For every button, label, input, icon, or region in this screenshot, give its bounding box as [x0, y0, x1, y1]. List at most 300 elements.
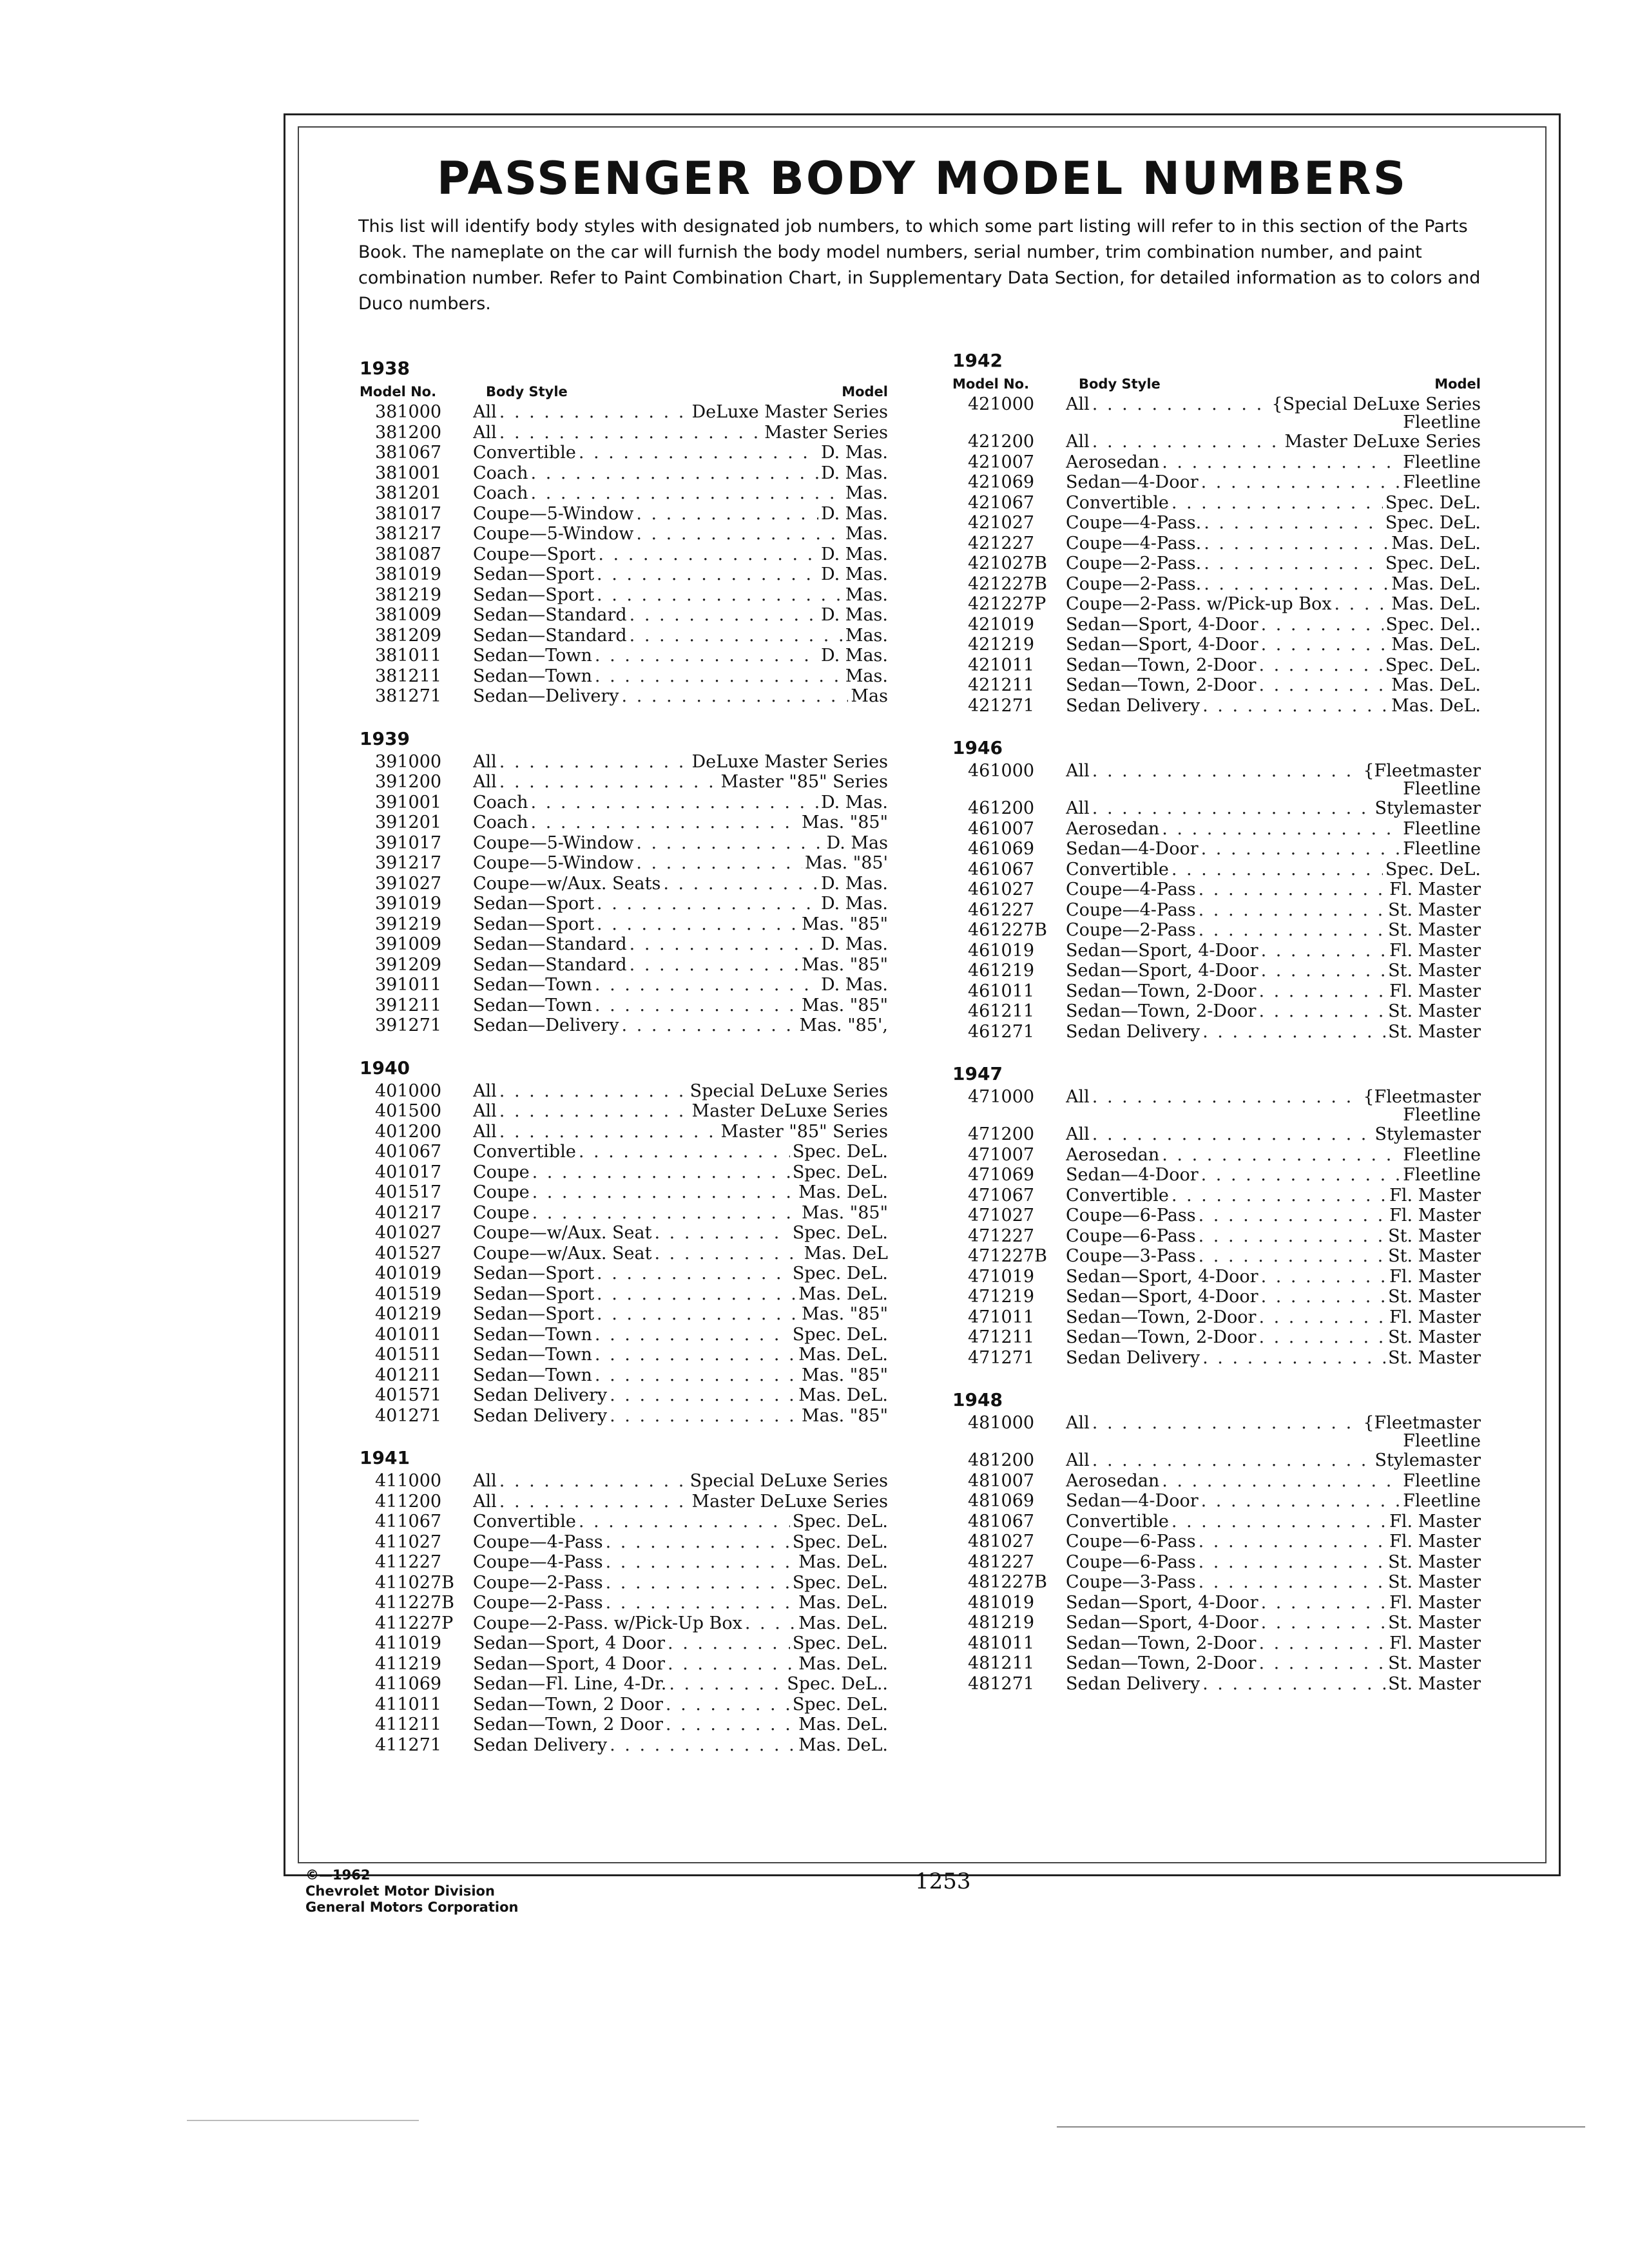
table-row: [952, 675, 1481, 696]
body-style-cell: [1066, 1267, 1481, 1287]
model-number: 391219: [375, 914, 442, 934]
model-series: Master "85" Series: [720, 1121, 888, 1142]
model-series: St. Master: [1388, 1347, 1481, 1368]
model-number: 411027: [375, 1532, 442, 1552]
model-series: D. Mas.: [820, 894, 888, 914]
body-style-cell: [1066, 1552, 1481, 1573]
model-number: 411219: [375, 1653, 442, 1674]
body-style: Sedan—Town, 2-Door: [1066, 1327, 1257, 1347]
year-heading: 1940: [360, 1057, 410, 1079]
model-series: Stylemaster: [1374, 798, 1481, 818]
dot-leader: [531, 483, 843, 504]
model-number: 381009: [375, 605, 442, 625]
table-row: [360, 1532, 888, 1553]
model-series: {Fleetmaster Fleetline: [1363, 761, 1481, 798]
dot-leader: [1204, 553, 1383, 574]
model-series: St. Master: [1388, 1613, 1481, 1633]
model-number: 481200: [968, 1450, 1035, 1470]
body-style-cell: [473, 1715, 888, 1735]
body-style: Coupe—5-Window: [473, 853, 634, 873]
model-number: 461011: [968, 981, 1035, 1001]
body-style: Convertible: [1066, 1511, 1169, 1532]
model-series: Mas. "85": [802, 1405, 888, 1426]
body-style-cell: [473, 1471, 888, 1492]
body-style-cell: [473, 1613, 888, 1634]
table-row: [360, 1182, 888, 1203]
model-number: 391217: [375, 853, 442, 873]
dot-leader: [1261, 1593, 1387, 1613]
body-style: Coupe—6-Pass: [1066, 1206, 1196, 1225]
body-style: Sedan Delivery: [1066, 1673, 1200, 1694]
dot-leader: [1261, 1613, 1386, 1633]
dot-leader: [1162, 1145, 1400, 1166]
dot-leader: [579, 443, 818, 463]
table-row: [360, 1365, 888, 1386]
table-row: [952, 574, 1481, 595]
model-series: St. Master: [1388, 1327, 1481, 1347]
dot-leader: [1335, 594, 1389, 615]
model-series: Stylemaster: [1374, 1450, 1481, 1470]
year-heading: 1941: [360, 1447, 410, 1468]
model-header: Model: [842, 384, 888, 399]
body-style-cell: [1066, 860, 1481, 880]
table-row: [952, 1186, 1481, 1206]
dot-leader: [595, 995, 799, 1016]
body-style: Sedan—Delivery: [473, 1015, 619, 1035]
body-style-cell: [1066, 1226, 1481, 1247]
model-series: Spec. DeL.: [1385, 513, 1481, 533]
model-number: 481011: [968, 1633, 1035, 1653]
model-series: Mas. DeL.: [798, 1653, 888, 1674]
model-series: Fl. Master: [1389, 1307, 1481, 1327]
model-series: Mas.: [845, 483, 888, 503]
body-style: Convertible: [473, 1142, 576, 1162]
table-row: [360, 1325, 888, 1345]
body-style: Aerosedan: [1066, 452, 1160, 472]
model-number: 421200: [968, 432, 1035, 452]
dot-leader: [1261, 635, 1389, 655]
body-style: Sedan—Sport: [473, 584, 595, 605]
model-number: 481027: [968, 1532, 1035, 1552]
table-row: [360, 626, 888, 646]
dot-leader: [595, 1365, 799, 1386]
model-number: 391001: [375, 792, 442, 812]
model-series: Spec. DeL.: [1385, 492, 1481, 513]
model-series: Master DeLuxe Series: [691, 1491, 888, 1512]
table-row: [360, 1613, 888, 1634]
body-style-cell: [473, 423, 888, 443]
body-style-cell: [1066, 839, 1481, 860]
table-row: [952, 394, 1481, 432]
page-number: 1253: [915, 1869, 971, 1894]
body-style-cell: [1066, 696, 1481, 716]
table-row: [952, 553, 1481, 574]
model-number: 421067: [968, 492, 1035, 513]
dot-leader: [610, 1385, 796, 1406]
model-number: 381211: [375, 666, 442, 686]
body-style: Sedan—Standard: [473, 954, 627, 975]
table-row: [952, 1633, 1481, 1654]
body-style: Coupe—4-Pass: [1066, 899, 1196, 920]
model-number: 381219: [375, 584, 442, 605]
model-number: 411019: [375, 1633, 442, 1653]
model-series: Mas. DeL.: [1391, 573, 1481, 594]
body-style: Sedan Delivery: [473, 1385, 608, 1405]
table-row: [952, 615, 1481, 635]
table-row: [360, 874, 888, 894]
table-row: [952, 761, 1481, 798]
model-number: 471019: [968, 1266, 1035, 1287]
model-series: Mas. "85": [802, 954, 888, 975]
scan-artifact-line: [187, 2120, 419, 2121]
model-series: D. Mas.: [820, 873, 888, 894]
dot-leader: [636, 524, 842, 544]
model-number: 421007: [968, 452, 1035, 472]
model-series: Mas: [851, 686, 888, 706]
body-style: Coach: [473, 792, 528, 812]
dot-leader: [1204, 533, 1389, 554]
model-series: Fleetline: [1403, 839, 1481, 859]
model-number: 421019: [968, 614, 1035, 635]
model-series: St. Master: [1388, 920, 1481, 940]
model-series: St. Master: [1388, 1225, 1481, 1246]
model-number: 411000: [375, 1471, 442, 1491]
table-row: [360, 934, 888, 955]
dot-leader: [606, 1573, 790, 1593]
body-style-cell: [473, 1406, 888, 1427]
model-series: Spec. DeL.: [792, 1264, 888, 1283]
model-number: 461200: [968, 798, 1035, 818]
dot-leader: [595, 1345, 796, 1365]
table-row: [360, 524, 888, 544]
year-heading: 1938: [360, 358, 410, 379]
body-style: Sedan—4-Door: [1066, 1491, 1199, 1511]
body-style-cell: [473, 894, 888, 914]
model-number: 381001: [375, 463, 442, 483]
dot-leader: [1199, 900, 1386, 921]
table-row: [360, 1385, 888, 1406]
table-row: [360, 1101, 888, 1122]
dot-leader: [532, 1182, 796, 1203]
body-style-cell: [473, 793, 888, 813]
table-row: [952, 1593, 1481, 1613]
table-row: [360, 544, 888, 565]
model-series: Mas.: [845, 524, 888, 544]
model-number: 421069: [968, 472, 1035, 492]
body-style: All: [1066, 798, 1090, 818]
table-row: [952, 1491, 1481, 1512]
body-style: Sedan—Sport, 4-Door: [1066, 961, 1258, 981]
dot-leader: [630, 934, 818, 955]
body-style-cell: [1066, 1165, 1481, 1186]
model-number: 381201: [375, 483, 442, 503]
model-series: St. Master: [1388, 1653, 1481, 1673]
model-series: Mas. DeL.: [1391, 635, 1481, 655]
table-row: [360, 1715, 888, 1735]
model-number: 481069: [968, 1491, 1035, 1511]
dot-leader: [1202, 1348, 1385, 1369]
model-series: Fl. Master: [1389, 940, 1481, 961]
body-style-cell: [1066, 1572, 1481, 1593]
table-row: [360, 1695, 888, 1715]
dot-leader: [1092, 394, 1269, 415]
body-style-cell: [473, 646, 888, 666]
body-style: Coupe—3-Pass: [1066, 1246, 1196, 1266]
dot-leader: [1092, 1413, 1361, 1434]
model-number: 421227: [968, 533, 1035, 553]
body-style: Sedan—Town: [473, 975, 592, 995]
body-style-cell: [1066, 594, 1481, 615]
model-no-header: Model No.: [360, 384, 437, 399]
body-style: Sedan—Sport, 4-Door: [1066, 1266, 1258, 1287]
dot-leader: [1199, 1532, 1387, 1552]
body-style: Sedan—4-Door: [1066, 1165, 1199, 1185]
dot-leader: [1092, 798, 1373, 819]
body-style: All: [1066, 1413, 1090, 1433]
model-series: Mas. "85": [802, 1365, 888, 1385]
table-row: [360, 894, 888, 914]
body-style-cell: [1066, 798, 1481, 819]
body-style-cell: [473, 1633, 888, 1654]
body-style: Coupe—4-Pass: [473, 1532, 603, 1552]
dot-leader: [636, 504, 818, 524]
dot-leader: [1258, 1307, 1387, 1328]
model-series: DeLuxe Master Series: [691, 751, 888, 772]
dot-leader: [1092, 761, 1361, 782]
model-series: Mas. DeL.: [798, 1283, 888, 1304]
year-heading: 1942: [952, 350, 1003, 371]
body-style: Aerosedan: [1066, 818, 1160, 839]
model-series: Spec. DeL.: [792, 1532, 888, 1552]
body-style-cell: [1066, 553, 1481, 574]
body-style: Sedan—Sport, 4 Door: [473, 1633, 666, 1653]
year-section: [360, 1445, 888, 1755]
model-series: D. Mas.: [820, 503, 888, 524]
body-style: All: [1066, 394, 1090, 414]
body-style: Coupe—2-Pass: [473, 1572, 603, 1593]
dot-leader: [499, 1081, 688, 1102]
table-row: [360, 975, 888, 995]
model-series: Mas. DeL.: [1391, 675, 1481, 695]
body-style-cell: [473, 995, 888, 1016]
year-heading: 1946: [952, 737, 1003, 758]
body-style: Sedan—Town: [473, 1345, 592, 1365]
body-style: Sedan—Fl. Line, 4-Dr.: [473, 1674, 667, 1694]
table-row: [952, 1267, 1481, 1287]
model-series: Spec. DeL.: [792, 1324, 888, 1345]
dot-leader: [1162, 452, 1400, 473]
model-series: D. Mas.: [820, 975, 888, 995]
body-style-cell: [473, 1081, 888, 1102]
model-number: 411011: [375, 1694, 442, 1715]
body-style: Sedan—Sport: [473, 894, 595, 914]
page-title: PASSENGER BODY MODEL NUMBERS: [436, 152, 1408, 205]
model-number: 381209: [375, 625, 442, 646]
body-style-cell: [1066, 615, 1481, 635]
model-series: Master Series: [764, 422, 888, 443]
scan-artifact-line: [1057, 2126, 1585, 2128]
table-row: [952, 1145, 1481, 1166]
body-style-cell: [1066, 1124, 1481, 1145]
body-style-cell: [1066, 574, 1481, 595]
body-style: Convertible: [1066, 492, 1169, 513]
table-row: [952, 1165, 1481, 1186]
model-header: Model: [1434, 376, 1481, 392]
table-row: [952, 1532, 1481, 1552]
body-style: Sedan—Sport, 4-Door: [1066, 635, 1258, 655]
body-style: Coupe—4-Pass: [473, 1552, 603, 1572]
body-style-cell: [473, 666, 888, 687]
table-row: [952, 920, 1481, 941]
dot-leader: [1092, 1450, 1373, 1471]
body-style-cell: [1066, 1307, 1481, 1328]
model-number: 391201: [375, 812, 442, 832]
dot-leader: [597, 1264, 790, 1284]
model-series: Fl. Master: [1389, 1266, 1481, 1287]
body-style: Sedan Delivery: [1066, 1021, 1200, 1042]
table-row: [952, 1674, 1481, 1695]
body-style: Sedan—Sport, 4-Door: [1066, 614, 1258, 635]
table-row: [952, 1124, 1481, 1145]
table-row: [952, 981, 1481, 1002]
body-style: Coupe: [473, 1202, 530, 1223]
division-name: Chevrolet Motor Division: [305, 1883, 495, 1899]
body-style-cell: [473, 874, 888, 894]
model-series: Mas. DeL.: [798, 1385, 888, 1405]
body-style-cell: [1066, 1633, 1481, 1654]
body-style: Coupe—2-Pass.: [1066, 573, 1202, 594]
dot-leader: [1199, 1246, 1386, 1267]
model-number: 481019: [968, 1592, 1035, 1613]
body-style: Coupe—4-Pass.: [1066, 513, 1202, 533]
dot-leader: [666, 1715, 796, 1735]
body-style: Sedan—Sport, 4-Door: [1066, 1613, 1258, 1633]
body-style: Convertible: [1066, 859, 1169, 879]
body-style: All: [473, 772, 497, 792]
table-row: [952, 1226, 1481, 1247]
dot-leader: [1258, 655, 1382, 676]
body-style-cell: [473, 544, 888, 565]
body-style: Coupe—4-Pass.: [1066, 533, 1202, 553]
table-row: [952, 900, 1481, 921]
body-style-cell: [473, 1122, 888, 1142]
body-style-cell: [1066, 655, 1481, 676]
table-row: [360, 1203, 888, 1224]
table-row: [360, 752, 888, 773]
model-series: Spec. DeL.: [792, 1512, 888, 1532]
body-style: Sedan—Town: [473, 1324, 592, 1345]
table-row: [360, 483, 888, 504]
model-series: St. Master: [1388, 1021, 1481, 1042]
model-number: 421227B: [968, 573, 1047, 594]
body-style-cell: [1066, 675, 1481, 696]
body-style-cell: [473, 524, 888, 544]
model-number: 471067: [968, 1185, 1035, 1206]
model-number: 381019: [375, 564, 442, 584]
model-series: D. Mas.: [820, 934, 888, 954]
dot-leader: [499, 1101, 689, 1122]
model-series: Stylemaster: [1374, 1124, 1481, 1144]
body-style-cell: [1066, 761, 1481, 798]
dot-leader: [1261, 941, 1387, 961]
model-series: Mas. "85',: [799, 1015, 888, 1035]
table-row: [360, 1162, 888, 1183]
body-style: Coupe—w/Aux. Seats: [473, 873, 661, 894]
model-number: 481000: [968, 1413, 1035, 1433]
model-series: Fl. Master: [1389, 879, 1481, 899]
table-row: [952, 432, 1481, 452]
dot-leader: [595, 975, 818, 995]
body-style: Aerosedan: [1066, 1470, 1160, 1491]
dot-leader: [1201, 1491, 1401, 1512]
dot-leader: [597, 894, 818, 914]
body-style: Sedan—Sport: [473, 914, 595, 934]
model-number: 381217: [375, 524, 442, 544]
dot-leader: [499, 752, 689, 773]
dot-leader: [654, 1244, 801, 1264]
body-style-cell: [473, 626, 888, 646]
model-series: Fleetline: [1403, 1491, 1481, 1511]
body-style: Sedan—Town, 2 Door: [473, 1694, 663, 1715]
model-series: Spec. Del..: [1385, 614, 1481, 635]
table-row: [952, 594, 1481, 615]
model-number: 471219: [968, 1287, 1035, 1307]
model-series: Fl. Master: [1389, 1511, 1481, 1532]
model-series: Fl. Master: [1389, 1185, 1481, 1206]
model-number: 381017: [375, 503, 442, 524]
body-style-cell: [473, 772, 888, 793]
model-series: Mas.: [845, 584, 888, 605]
table-row: [952, 1613, 1481, 1633]
table-row: [360, 423, 888, 443]
body-style: Aerosedan: [1066, 1144, 1160, 1165]
table-row: [360, 1284, 888, 1305]
body-style-cell: [1066, 452, 1481, 473]
model-number: 381087: [375, 544, 442, 564]
body-style-cell: [473, 1512, 888, 1532]
model-no-header: Model No.: [952, 376, 1030, 392]
body-style: All: [473, 422, 497, 443]
model-series: Fleetline: [1403, 1165, 1481, 1185]
model-number: 461227: [968, 899, 1035, 920]
body-style-cell: [1066, 1327, 1481, 1348]
table-row: [360, 564, 888, 585]
table-row: [952, 961, 1481, 981]
table-row: [952, 1001, 1481, 1022]
model-series: Mas. DeL.: [798, 1613, 888, 1633]
dot-leader: [630, 626, 843, 646]
body-style-cell: [473, 934, 888, 955]
model-series: Mas. DeL.: [798, 1552, 888, 1572]
table-row: [360, 793, 888, 813]
body-style-cell: [473, 686, 888, 707]
dot-leader: [610, 1406, 799, 1427]
body-style: Sedan—Sport: [473, 564, 595, 584]
model-series: Mas. DeL: [804, 1243, 888, 1264]
body-style: Sedan—Standard: [473, 625, 627, 646]
year-section: [952, 1061, 1481, 1368]
model-number: 421000: [968, 394, 1035, 414]
table-row: [360, 955, 888, 975]
model-number: 461069: [968, 839, 1035, 859]
body-style-cell: [473, 564, 888, 585]
body-style-cell: [1066, 920, 1481, 941]
dot-leader: [668, 1633, 790, 1654]
model-number: 421027: [968, 513, 1035, 533]
body-style-cell: [1066, 1287, 1481, 1307]
table-row: [952, 1572, 1481, 1593]
body-style-cell: [1066, 1413, 1481, 1450]
